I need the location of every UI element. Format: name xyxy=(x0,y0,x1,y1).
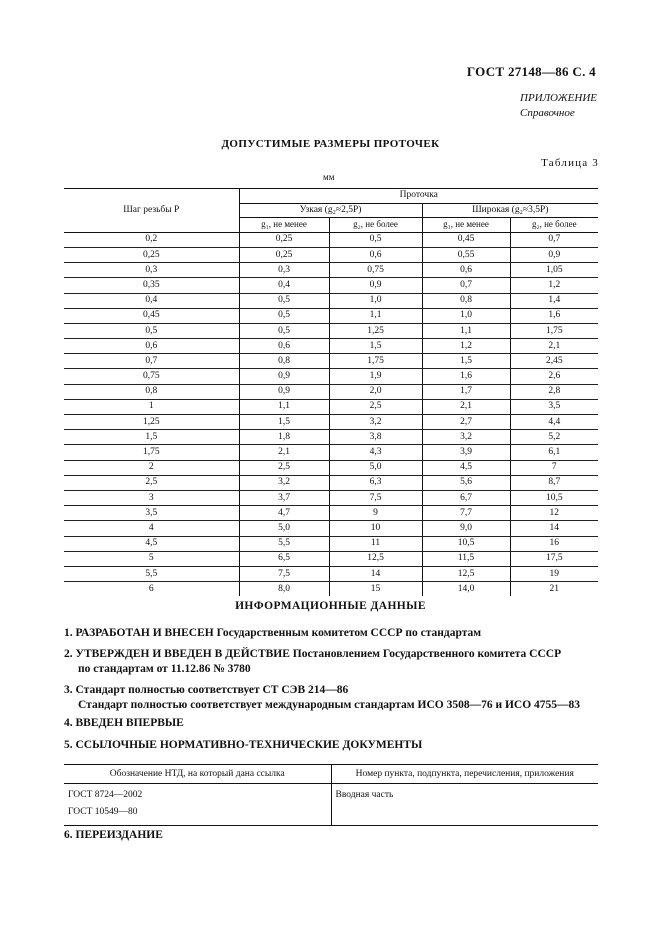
cell-pitch: 0,6 xyxy=(64,339,239,354)
cell-wide-g1: 1,7 xyxy=(422,384,510,399)
appendix-label xyxy=(520,91,600,121)
info-item-6: 6. ПЕРЕИЗДАНИЕ xyxy=(64,829,163,841)
cell-wide-g1: 3,2 xyxy=(422,430,510,445)
info-item-5: 5. ССЫЛОЧНЫЕ НОРМАТИВНО-ТЕХНИЧЕСКИЕ ДОКУМЕНТЫ xyxy=(64,739,423,751)
cell-wide-g1: 2,7 xyxy=(422,415,510,430)
cell-wide-g2: 2,8 xyxy=(510,384,598,399)
cell-pitch: 0,8 xyxy=(64,384,239,399)
cell-narrow-g1: 0,25 xyxy=(239,247,329,262)
table-row xyxy=(64,460,598,475)
info-item-2 xyxy=(64,647,561,677)
table-row xyxy=(64,582,598,597)
ntd-doc-2: ГОСТ 10549—80 xyxy=(68,807,138,817)
cell-wide-g1: 1,0 xyxy=(422,308,510,323)
table-row xyxy=(64,536,598,551)
cell-wide-g2: 8,7 xyxy=(510,475,598,490)
cell-wide-g1: 0,7 xyxy=(422,278,510,293)
appendix-type: Справочное xyxy=(520,107,575,119)
ntd-header-clause: Номер пункта, подпункта, перечисления, приложения xyxy=(331,765,598,784)
cell-narrow-g1: 0,5 xyxy=(239,293,329,308)
cell-pitch: 0,75 xyxy=(64,369,239,384)
cell-narrow-g1: 6,5 xyxy=(239,551,329,566)
cell-wide-g1: 9,0 xyxy=(422,521,510,536)
cell-narrow-g1: 0,6 xyxy=(239,339,329,354)
cell-narrow-g2: 0,75 xyxy=(329,263,422,278)
cell-narrow-g2: 3,8 xyxy=(329,430,422,445)
cell-pitch: 3,5 xyxy=(64,506,239,521)
table-row xyxy=(64,323,598,338)
table-row xyxy=(64,430,598,445)
cell-narrow-g2: 2,5 xyxy=(329,399,422,414)
table-row xyxy=(64,490,598,505)
table-row xyxy=(64,399,598,414)
cell-narrow-g2: 1,0 xyxy=(329,293,422,308)
cell-wide-g2: 2,1 xyxy=(510,339,598,354)
cell-pitch: 1,75 xyxy=(64,445,239,460)
header-wide-g1: g₁, не менее xyxy=(422,218,510,233)
table-row xyxy=(64,278,598,293)
info-item-3-line-2: Стандарт полностью соответствует международным стандартам ИСО 3508—76 и ИСО 4755—83 xyxy=(78,699,581,711)
cell-wide-g1: 1,5 xyxy=(422,354,510,369)
cell-wide-g2: 0,9 xyxy=(510,247,598,262)
cell-narrow-g2: 1,75 xyxy=(329,354,422,369)
cell-narrow-g1: 0,9 xyxy=(239,369,329,384)
cell-wide-g2: 2,6 xyxy=(510,369,598,384)
document-code: ГОСТ 27148—86 С. 4 xyxy=(466,64,596,79)
cell-wide-g1: 6,7 xyxy=(422,490,510,505)
cell-wide-g2: 10,5 xyxy=(510,490,598,505)
cell-pitch: 0,35 xyxy=(64,278,239,293)
cell-narrow-g1: 0,4 xyxy=(239,278,329,293)
cell-narrow-g2: 1,1 xyxy=(329,308,422,323)
cell-narrow-g2: 1,5 xyxy=(329,339,422,354)
cell-pitch: 1,5 xyxy=(64,430,239,445)
cell-narrow-g2: 9 xyxy=(329,506,422,521)
table-row xyxy=(64,384,598,399)
cell-wide-g2: 21 xyxy=(510,582,598,597)
cell-narrow-g2: 0,5 xyxy=(329,232,422,247)
cell-narrow-g1: 1,8 xyxy=(239,430,329,445)
cell-narrow-g2: 1,25 xyxy=(329,323,422,338)
cell-pitch: 0,7 xyxy=(64,354,239,369)
cell-wide-g2: 12 xyxy=(510,506,598,521)
cell-narrow-g2: 6,3 xyxy=(329,475,422,490)
cell-narrow-g2: 0,9 xyxy=(329,278,422,293)
cell-wide-g2: 6,1 xyxy=(510,445,598,460)
cell-narrow-g1: 2,1 xyxy=(239,445,329,460)
cell-wide-g2: 4,4 xyxy=(510,415,598,430)
cell-wide-g2: 5,2 xyxy=(510,430,598,445)
cell-narrow-g1: 0,8 xyxy=(239,354,329,369)
header-pitch: Шаг резьбы P xyxy=(64,189,239,233)
cell-narrow-g2: 7,5 xyxy=(329,490,422,505)
cell-wide-g1: 0,55 xyxy=(422,247,510,262)
cell-wide-g2: 1,75 xyxy=(510,323,598,338)
cell-narrow-g1: 0,25 xyxy=(239,232,329,247)
table-row xyxy=(64,506,598,521)
cell-wide-g2: 1,4 xyxy=(510,293,598,308)
cell-narrow-g1: 3,7 xyxy=(239,490,329,505)
cell-wide-g2: 0,7 xyxy=(510,232,598,247)
cell-wide-g1: 3,9 xyxy=(422,445,510,460)
cell-narrow-g2: 15 xyxy=(329,582,422,597)
table-row xyxy=(64,369,598,384)
cell-narrow-g1: 8,0 xyxy=(239,582,329,597)
cell-wide-g1: 14,0 xyxy=(422,582,510,597)
cell-wide-g1: 5,6 xyxy=(422,475,510,490)
cell-pitch: 5 xyxy=(64,551,239,566)
cell-pitch: 3 xyxy=(64,490,239,505)
table-title: ДОПУСТИМЫЕ РАЗМЕРЫ ПРОТОЧЕК xyxy=(221,138,440,150)
cell-narrow-g1: 0,9 xyxy=(239,384,329,399)
cell-wide-g1: 0,8 xyxy=(422,293,510,308)
cell-wide-g1: 10,5 xyxy=(422,536,510,551)
cell-wide-g2: 7 xyxy=(510,460,598,475)
cell-narrow-g1: 0,3 xyxy=(239,263,329,278)
cell-wide-g1: 1,1 xyxy=(422,323,510,338)
cell-pitch: 4,5 xyxy=(64,536,239,551)
cell-wide-g1: 0,6 xyxy=(422,263,510,278)
cell-wide-g1: 1,6 xyxy=(422,369,510,384)
info-item-2-line-2: по стандартам от 11.12.86 № 3780 xyxy=(78,663,251,675)
cell-wide-g2: 3,5 xyxy=(510,399,598,414)
info-item-3 xyxy=(64,683,580,713)
cell-pitch: 0,4 xyxy=(64,293,239,308)
table-row xyxy=(64,551,598,566)
cell-narrow-g2: 0,6 xyxy=(329,247,422,262)
header-narrow-g1: g₁, не менее xyxy=(239,218,329,233)
cell-narrow-g1: 0,5 xyxy=(239,323,329,338)
info-item-1: 1. РАЗРАБОТАН И ВНЕСЕН Государственным комитетом СССР по стандартам xyxy=(64,627,482,639)
table-row xyxy=(64,566,598,581)
cell-pitch: 1,25 xyxy=(64,415,239,430)
info-item-4: 4. ВВЕДЕН ВПЕРВЫЕ xyxy=(64,717,184,729)
groove-dimensions-table xyxy=(64,188,598,596)
table-row xyxy=(64,521,598,536)
reference-documents-table xyxy=(64,764,598,826)
cell-narrow-g1: 3,2 xyxy=(239,475,329,490)
cell-pitch: 0,25 xyxy=(64,247,239,262)
cell-wide-g1: 11,5 xyxy=(422,551,510,566)
cell-wide-g1: 4,5 xyxy=(422,460,510,475)
info-item-2-line-1: 2. УТВЕРЖДЕН И ВВЕДЕН В ДЕЙСТВИЕ Постановлением Государственного комитета СССР xyxy=(64,648,562,660)
cell-narrow-g1: 1,5 xyxy=(239,415,329,430)
cell-narrow-g2: 4,3 xyxy=(329,445,422,460)
cell-pitch: 0,5 xyxy=(64,323,239,338)
table-row xyxy=(64,475,598,490)
cell-wide-g1: 1,2 xyxy=(422,339,510,354)
cell-narrow-g2: 12,5 xyxy=(329,551,422,566)
table-body xyxy=(64,232,598,596)
cell-wide-g2: 19 xyxy=(510,566,598,581)
table-row xyxy=(64,308,598,323)
cell-wide-g1: 12,5 xyxy=(422,566,510,581)
cell-narrow-g1: 1,1 xyxy=(239,399,329,414)
cell-narrow-g1: 5,5 xyxy=(239,536,329,551)
info-title: ИНФОРМАЦИОННЫЕ ДАННЫЕ xyxy=(235,600,426,612)
cell-pitch: 0,45 xyxy=(64,308,239,323)
cell-narrow-g1: 7,5 xyxy=(239,566,329,581)
cell-wide-g2: 14 xyxy=(510,521,598,536)
header-narrow-g2: g₂, не более xyxy=(329,218,422,233)
cell-pitch: 2 xyxy=(64,460,239,475)
table-row xyxy=(64,415,598,430)
cell-narrow-g2: 11 xyxy=(329,536,422,551)
cell-pitch: 4 xyxy=(64,521,239,536)
cell-pitch: 2,5 xyxy=(64,475,239,490)
cell-pitch: 0,2 xyxy=(64,232,239,247)
cell-pitch: 1 xyxy=(64,399,239,414)
cell-wide-g1: 0,45 xyxy=(422,232,510,247)
ntd-ref: Вводная часть xyxy=(331,784,598,826)
header-wide: Широкая (g₂≈3,5P) xyxy=(422,203,598,218)
cell-narrow-g2: 1,9 xyxy=(329,369,422,384)
table-row xyxy=(64,354,598,369)
table-row xyxy=(64,445,598,460)
table-number: Таблица 3 xyxy=(541,157,599,169)
cell-wide-g2: 1,6 xyxy=(510,308,598,323)
cell-wide-g2: 1,05 xyxy=(510,263,598,278)
info-item-3-line-1: 3. Стандарт полностью соответствует СТ СЭВ 214—86 xyxy=(64,684,349,696)
cell-pitch: 6 xyxy=(148,583,154,594)
cell-narrow-g2: 3,2 xyxy=(329,415,422,430)
cell-narrow-g2: 10 xyxy=(329,521,422,536)
cell-pitch: 5,5 xyxy=(64,566,239,581)
cell-narrow-g1: 5,0 xyxy=(239,521,329,536)
cell-narrow-g1: 2,5 xyxy=(239,460,329,475)
cell-narrow-g2: 14 xyxy=(329,566,422,581)
appendix-title: ПРИЛОЖЕНИЕ xyxy=(520,92,597,104)
cell-narrow-g2: 5,0 xyxy=(329,460,422,475)
header-narrow: Узкая (g₂≈2,5P) xyxy=(239,203,422,218)
cell-pitch: 0,3 xyxy=(64,263,239,278)
table-row xyxy=(64,339,598,354)
ntd-doc-1: ГОСТ 8724—2002 xyxy=(68,790,143,800)
table-row xyxy=(64,263,598,278)
table-row xyxy=(64,247,598,262)
table-row xyxy=(64,232,598,247)
ntd-doc-list xyxy=(64,784,331,826)
cell-wide-g1: 7,7 xyxy=(422,506,510,521)
cell-wide-g2: 2,45 xyxy=(510,354,598,369)
cell-narrow-g2: 2,0 xyxy=(329,384,422,399)
ntd-header-designation: Обозначение НТД, на который дана ссылка xyxy=(64,765,331,784)
header-wide-g2: g₂, не более xyxy=(510,218,598,233)
cell-wide-g2: 17,5 xyxy=(510,551,598,566)
cell-wide-g2: 16 xyxy=(510,536,598,551)
cell-narrow-g1: 4,7 xyxy=(239,506,329,521)
table-unit: мм xyxy=(323,172,335,182)
cell-wide-g2: 1,2 xyxy=(510,278,598,293)
table-row xyxy=(64,293,598,308)
cell-narrow-g1: 0,5 xyxy=(239,308,329,323)
cell-wide-g1: 2,1 xyxy=(422,399,510,414)
header-groove: Проточка xyxy=(239,189,598,204)
